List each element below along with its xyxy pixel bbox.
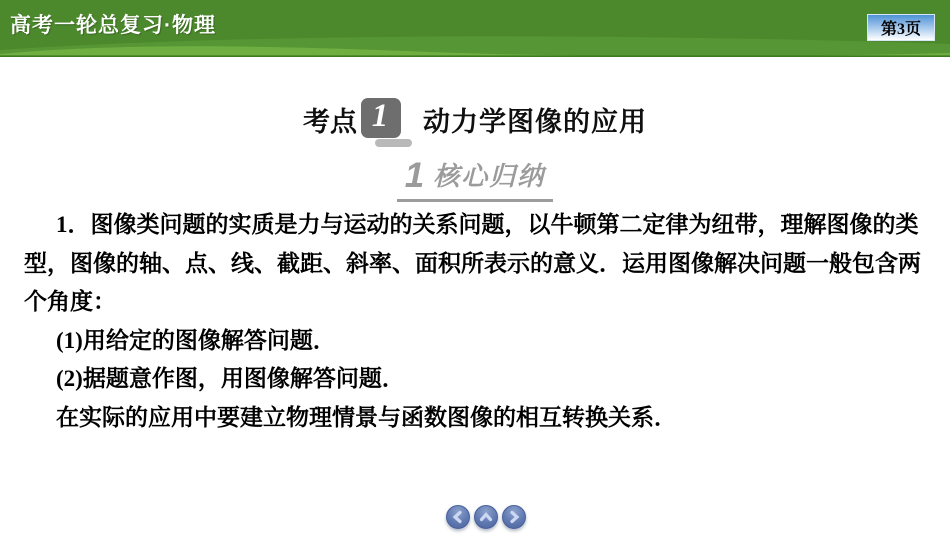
topic-label: 考点 [303,106,357,137]
body-text [24,206,926,437]
header-title: 高考一轮总复习·物理 [10,14,216,37]
body-line: 1．图像类问题的实质是力与运动的关系问题，以牛顿第二定律为纽带，理解图像的类 [56,212,919,237]
section-number: 1 [404,156,425,195]
slide-navigation [11,505,950,529]
previous-slide-button[interactable] [446,505,470,529]
up-menu-button[interactable] [474,505,498,529]
chevron-up-icon [479,510,493,524]
body-line: (1)用给定的图像解答问题． [56,327,336,353]
body-line: 个角度： [24,289,116,314]
section-heading [397,156,553,202]
badge-pedestal-shape [375,139,412,147]
chevron-right-icon [507,510,521,524]
topic-title: 动力学图像的应用 [423,106,647,137]
body-line: 型，图像的轴、点、线、截距、斜率、面积所表示的意义．运用图像解决问题一般包含两 [24,250,921,276]
topic-number-badge [361,98,403,140]
topic-number: 1 [371,97,389,134]
body-line: 在实际的应用中要建立物理情景与函数图像的相互转换关系． [56,404,677,430]
next-slide-button[interactable] [502,505,526,529]
badge-square-shape [361,98,401,138]
topic-title-row [0,98,950,140]
section-label: 核心归纳 [433,161,546,191]
section-heading-row [0,156,950,202]
chevron-left-icon [451,510,465,524]
body-line: (2)据题意作图，用图像解答问题． [56,366,405,391]
header-bar [0,0,950,57]
page-number-badge: 第3页 [867,14,935,41]
